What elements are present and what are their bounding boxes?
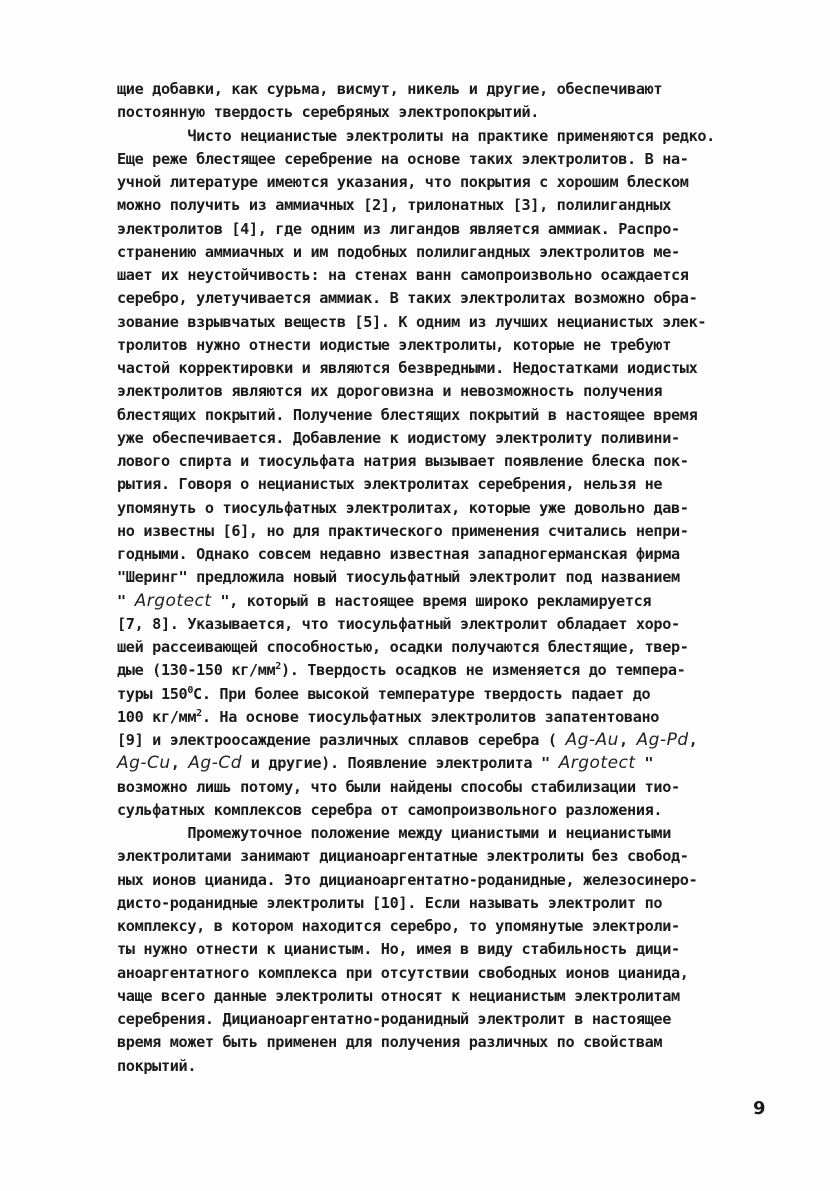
text-run: шей рассеивающей способностью, осадки получаются блестящие, твер- <box>117 638 689 656</box>
text-run: серебрения. Дицианоаргентатно-роданидный электролит в настоящее <box>117 1010 672 1028</box>
text-run: но известны [6], но для практического применения считались непри- <box>117 521 689 540</box>
text-run: чаще всего данные электролиты относят к нецианистым электролитам <box>117 986 680 1005</box>
text-line <box>117 404 757 427</box>
text-run: ", который в настоящее время широко рекламируется <box>211 591 652 610</box>
text-line <box>117 311 757 334</box>
text-run: электролитов являются их дороговизна и невозможность получения <box>117 382 663 401</box>
superscript: 0 <box>187 684 194 696</box>
text-run: тролитов нужно отнести иодистые электролиты, которые не требуют <box>117 335 672 354</box>
text-line <box>117 636 757 659</box>
text-line <box>117 776 757 799</box>
text-line <box>117 287 757 310</box>
text-line <box>117 1031 757 1054</box>
text-run: [7, 8]. Указывается, что тиосульфатный электролит обладает хоро- <box>117 614 680 633</box>
text-run: лового спирта и тиосульфата натрия вызывает появление блеска пок- <box>117 452 689 470</box>
text-line <box>117 450 757 473</box>
text-line <box>117 497 757 520</box>
text-run: электролитами занимают дицианоаргентатные электролиты без свобод- <box>117 847 689 866</box>
text-run: и другие). Появление электролита " <box>242 754 559 773</box>
text-run: " <box>117 591 135 610</box>
text-run: ). Твердость осадков не изменяется до темпера- <box>280 661 686 680</box>
text-run: учной литературе имеются указания, что покрытия с хорошим блеском <box>117 173 689 191</box>
text-line <box>117 194 757 217</box>
text-run: щие добавки, как сурьма, висмут, никель и другие, обеспечивают <box>117 80 663 98</box>
text-line <box>117 799 757 822</box>
text-run: зование взрывчатых веществ [5]. К одним из лучших нецианистых элек- <box>117 312 707 331</box>
text-line <box>117 380 757 403</box>
text-run: постоянную твердость серебряных электропокрытий. <box>117 103 540 122</box>
text-run: ных ионов цианида. Это дицианоаргентатно-роданидные, железосинеро- <box>117 870 698 889</box>
superscript: 2 <box>196 707 202 719</box>
text-run: [9] и электроосаждение различных сплавов серебра ( <box>117 731 566 749</box>
text-run: , <box>170 754 189 773</box>
text-line <box>117 520 757 543</box>
text-line <box>117 683 757 706</box>
text-run: дые (130-150 кг/мм <box>117 661 276 680</box>
text-line <box>117 334 757 357</box>
handwritten-insert: Argotect <box>134 590 212 611</box>
text-run: возможно лишь потому, что были найдены способы стабилизации тио- <box>117 777 680 796</box>
text-run: электролитов [4], где одним из лигандов является аммиак. Распро- <box>117 219 680 238</box>
text-line <box>117 241 757 264</box>
text-line <box>117 218 757 241</box>
text-run: "Шеринг" предложила новый тиосульфатный электролит под названием <box>117 568 680 587</box>
text-run: частой корректировки и являются безвредными. Недостатками иодистых <box>117 359 698 377</box>
text-line <box>117 78 757 101</box>
text-run: комплексу, в котором находится серебро, то упомянутые электроли- <box>117 917 680 935</box>
text-run: , <box>688 731 698 749</box>
text-run: сульфатных комплексов серебра от самопроизвольного разложения. <box>117 800 663 819</box>
text-run: , <box>618 731 637 749</box>
page-number: 9 <box>753 1098 766 1119</box>
handwritten-insert: Argotect <box>558 753 636 774</box>
text-line <box>117 752 757 775</box>
text-run: серебро, улетучивается аммиак. В таких электролитах возможно обра- <box>117 289 698 308</box>
text-run: странению аммиачных и им подобных полилигандных электролитов ме- <box>117 242 680 261</box>
text-line <box>117 590 757 613</box>
text-line <box>117 171 757 194</box>
text-line <box>117 125 757 148</box>
handwritten-insert: Ag-Pd <box>636 730 689 750</box>
text-line <box>117 706 757 729</box>
text-line <box>117 357 757 380</box>
text-run: блестящих покрытий. Получение блестящих покрытий в настоящее время <box>117 405 698 424</box>
text-run: можно получить из аммиачных [2], трилонатных [3], полилигандных <box>117 196 672 215</box>
text-run: Еще реже блестящее серебрение на основе таких электролитов. В на- <box>117 149 689 168</box>
text-run: С. При более высокой температуре твердость падает до <box>193 684 651 703</box>
text-run: ты нужно отнести к цианистым. Но, имея в виду стабильность дици- <box>117 940 680 959</box>
text-line <box>117 915 757 938</box>
text-line <box>117 101 757 124</box>
handwritten-insert: Ag-Cd <box>188 753 243 774</box>
text-run: годными. Однако совсем недавно известная западногерманская фирма <box>117 545 680 563</box>
text-line <box>117 1055 757 1078</box>
text-line <box>117 892 757 915</box>
text-line <box>117 427 757 450</box>
text-line <box>117 148 757 171</box>
handwritten-insert: Ag-Cu <box>117 753 171 774</box>
text-run: " <box>635 754 654 773</box>
text-line <box>117 613 757 636</box>
text-run: 100 кг/мм <box>117 707 197 726</box>
text-line <box>117 822 757 845</box>
text-line <box>117 1008 757 1031</box>
text-run: покрытий. <box>117 1056 197 1075</box>
text-line <box>117 659 757 682</box>
handwritten-insert: Ag-Au <box>565 730 619 750</box>
text-line <box>117 938 757 961</box>
text-run: Промежуточное положение между цианистыми и нецианистыми <box>117 824 672 842</box>
text-run: Чисто нецианистые электролиты на практике применяются редко. <box>117 126 715 145</box>
text-line <box>117 845 757 868</box>
text-run: рытия. Говоря о нецианистых электролитах серебрения, нельзя не <box>117 475 663 494</box>
text-line <box>117 869 757 892</box>
text-run: упомянуть о тиосульфатных электролитах, которые уже довольно дав- <box>117 498 689 517</box>
text-run: шает их неустойчивость: на стенах ванн самопроизвольно осаждается <box>117 266 689 284</box>
text-line <box>117 729 757 752</box>
text-line <box>117 566 757 589</box>
text-line <box>117 543 757 566</box>
text-line <box>117 264 757 287</box>
text-run: уже обеспечивается. Добавление к иодистому электролиту поливини- <box>117 428 680 447</box>
typewritten-text <box>117 78 757 1078</box>
text-run: туры 150 <box>117 684 188 703</box>
text-run: . На основе тиосульфатных электролитов запатентовано <box>201 707 660 726</box>
superscript: 2 <box>275 661 281 673</box>
text-line <box>117 473 757 496</box>
text-run: время может быть применен для получения различных по свойствам <box>117 1033 663 1052</box>
text-run: дисто-роданидные электролиты [10]. Если называть электролит по <box>117 893 663 912</box>
text-run: аноаргентатного комплекса при отсутствии свободных ионов цианида, <box>117 963 689 982</box>
text-line <box>117 962 757 985</box>
text-line <box>117 985 757 1008</box>
